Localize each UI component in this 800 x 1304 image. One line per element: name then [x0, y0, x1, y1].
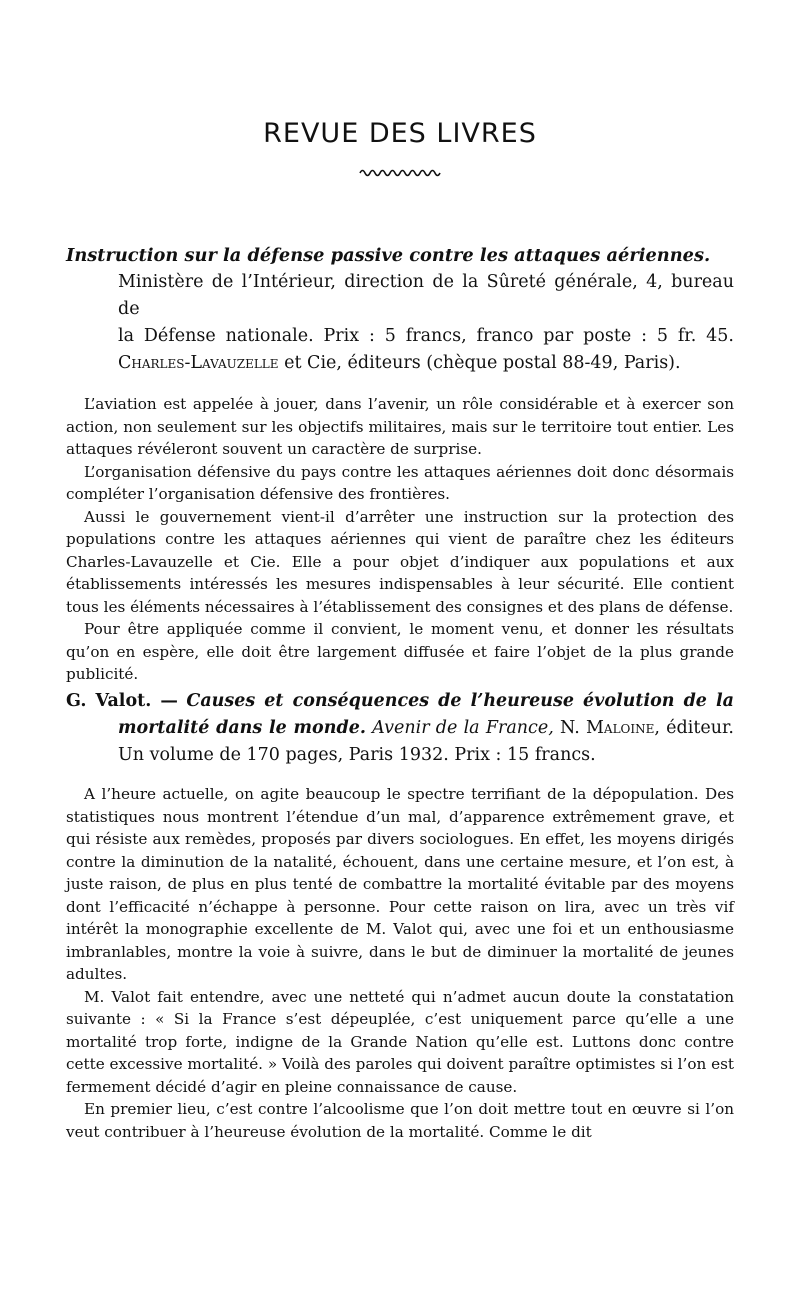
review-2-author-title: [66, 688, 734, 715]
page-title: REVUE DES LIVRES: [263, 118, 537, 149]
paragraph: L’organisation défensive du pays contre les attaques aériennes doit donc désormais compléter l’organisation défensive des frontières.: [66, 462, 734, 503]
review-2-author: G. Valot. —: [66, 691, 178, 711]
review-2-title-cont: mortalité dans le monde. Avenir de la France, N. Maloine, éditeur.: [118, 718, 734, 738]
review-1-heading: [66, 242, 734, 377]
review-2-publisher: N. Maloine: [560, 718, 655, 738]
review-1-title: Instruction sur la défense passive contre les attaques aériennes.: [66, 245, 711, 266]
review-2: [66, 688, 734, 1143]
ornament-rule: [66, 164, 734, 183]
paragraph: L’aviation est appelée à jouer, dans l’avenir, un rôle considérable et à exercer son action, non seulement sur les objectifs militaires, mais sur le territoire tout entier. Les attaques révéleront souvent un caractère de surprise.: [66, 395, 734, 458]
review-1-publisher-line: Charles-Lavauzelle et Cie, éditeurs (chèque postal 88-49, Paris).: [118, 353, 681, 373]
review-2-series: Avenir de la France,: [372, 718, 554, 738]
paragraph: M. Valot fait entendre, avec une netteté qui n’admet aucun doute la constatation suivante : « Si la France s’est dépeuplée, c’est uniquement parce qu’elle a une mortalité trop forte, indigne de la Grande Nation qu’elle est. Luttons donc contre cette excessive mortalité. » Voilà des paroles qui doivent paraître optimistes si l’on est fermement décidé d’agir en pleine connaissance de cause.: [66, 987, 734, 1096]
review-2-title: Causes et conséquences de l’heureuse évolution de la: [186, 691, 734, 711]
review-1-price-line: la Défense nationale. Prix : 5 francs, franco par poste : 5 fr. 45.: [118, 326, 734, 346]
paragraph: Pour être appliquée comme il convient, le moment venu, et donner les résultats qu’on en espère, elle doit être largement diffusée et faire l’objet de la plus grande publicité.: [66, 620, 734, 683]
wavy-rule-icon: [359, 167, 441, 179]
paragraph: A l’heure actuelle, on agite beaucoup le spectre terrifiant de la dépopulation. Des statistiques nous montrent l’étendue d’un mal, d’apparence extrêmement grave, et qui résiste aux remèdes, proposés par divers sociologues. En effet, les moyens dirigés contre la diminution de la natalité, échouent, dans une certaine mesure, et l’on est, à juste raison, de plus en plus tenté de combattre la mortalité évitable par des moyens dont l’efficacité n’échappe à personne. Pour cette raison on lira, avec un très vif intérêt la monographie excellente de M. Valot qui, avec une foi et un enthousiasme imbranlables, montre la voie à suivre, dans le but de diminuer la mortalité de jeunes adultes.: [66, 785, 734, 983]
review-2-details: Un volume de 170 pages, Paris 1932. Prix : 15 francs.: [118, 745, 596, 765]
paragraph: Aussi le gouvernement vient-il d’arrêter une instruction sur la protection des populations contre les attaques aériennes qui vient de paraître chez les éditeurs Charles-Lavauzelle et Cie. Elle a pour objet d’indiquer aux populations et aux établissements intéressés les mesures indispensables à leur sécurité. Elle contient tous les éléments nécessaires à l’établissement des consignes et des plans de défense.: [66, 507, 734, 616]
review-1-body: [66, 393, 734, 686]
review-1-publication-line: Ministère de l’Intérieur, direction de la Sûreté générale, 4, bureau de: [118, 272, 734, 319]
review-1: [66, 242, 734, 686]
review-1-publisher: Charles-Lavauzelle: [118, 353, 279, 373]
review-2-body: [66, 783, 734, 1143]
paragraph: En premier lieu, c’est contre l’alcoolisme que l’on doit mettre tout en œuvre si l’on veut contribuer à l’heureuse évolution de la mortalité. Comme le dit: [66, 1100, 734, 1141]
review-2-heading: [66, 688, 734, 769]
